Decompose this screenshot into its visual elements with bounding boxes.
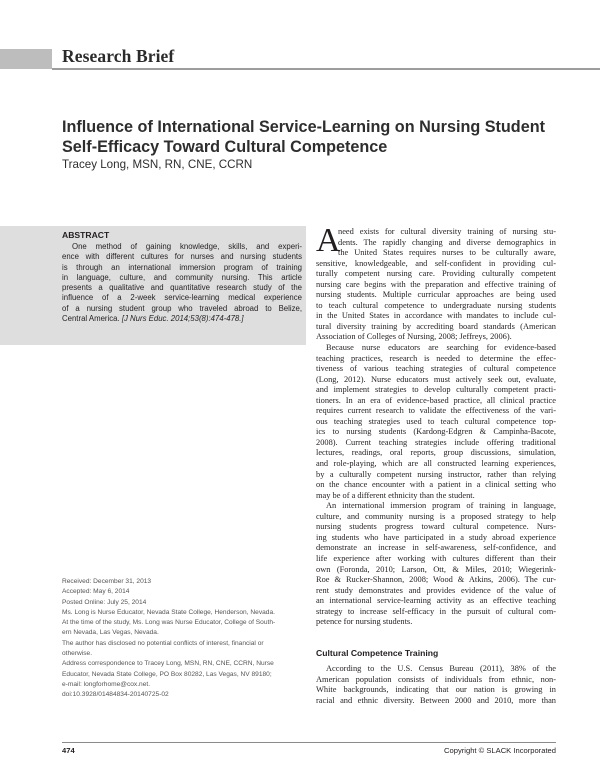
body-line: racial and ethnic diversity. Between 2000 and 2010, more than [316,695,556,705]
body-line: nursing students. Multiple curricular approaches are being used [316,290,556,300]
body-column [316,222,556,628]
abstract-line: is through an international immersion program of training [62,262,302,272]
title-line: Influence of International Service-Learning on Nursing Student [62,118,545,136]
body-line: (Long, 2012). Nurse educators must actively seek out, evaluate, [316,374,556,384]
body-line: An international immersion program of training in language, [326,501,556,511]
body-line: need exists for cultural diversity training of nursing stu- [338,227,556,236]
body-line: life experience after working with cultures different than their [316,553,556,563]
journal-citation: [J Nurs Educ. 2014;53(8):474-478.] [121,314,244,324]
body-line: demonstrate an increase in self-awareness, self-confidence, and [316,543,556,553]
body-line: petence for nursing students. [316,617,413,627]
body-line: sensitive, knowledgeable, and self-confident in providing cul- [316,258,556,268]
abstract-line: influence of a 2-week service-learning medical experience [62,293,302,303]
body-line: rent study demonstrates and provides evidence of the value of [316,585,556,595]
disclosure-line: The author has disclosed no potential conflicts of interest, financial or [62,639,264,647]
body-line: Because nurse educators are searching for evidence-based [326,343,556,353]
body-line: in the United States in accordance with mandates to include cul- [316,311,556,321]
accepted-date: Accepted: May 6, 2014 [62,588,130,596]
body-line: ous teaching strategies used to teach cultural competence top- [316,416,556,426]
posted-date: Posted Online: July 25, 2014 [62,598,147,606]
body-line: requires current research to validate the effectiveness of the vari- [316,406,556,416]
doi: doi:10.3928/01484834-20140725-02 [62,691,169,699]
abstract-line: in language, culture, and community nursing. This article [62,272,302,282]
author-bio-line: At the time of the study, Ms. Long was Nurse Educator, College of South- [62,619,276,627]
title-line: Self-Efficacy Toward Cultural Competence [62,138,388,156]
author-byline: Tracey Long, MSN, RN, CNE, CCRN [62,158,253,171]
received-date: Received: December 31, 2013 [62,578,152,585]
body-line: Association of Colleges of Nursing, 2008; Jeffreys, 2006). [316,332,512,342]
body-line: to teach cultural competence to undergraduate nursing students [316,300,556,310]
body-line: tioners. In an era of evidence-based practice, all clinical practice [316,395,556,405]
correspondence-line: Address correspondence to Tracey Long, MSN, RN, CNE, CCRN, Nurse [62,660,274,668]
abstract-line: presents a qualitative and quantitative research study of the [62,283,302,293]
body-line: on the chance encounter with a patient in a clinical setting who [316,480,556,490]
page-number: 474 [62,746,75,755]
body-line: culture, and community nursing is a proposed strategy to help [316,511,556,521]
body-line: lectures, readings, oral reports, group discussions, simulation, [316,448,556,458]
body-line: by a culturally competent nursing instructor, rather than relying [316,469,556,479]
body-line: tural diversity training by accrediting board standards (American [316,321,556,331]
body-line: nursing students progress toward cultural competence. Nurs- [316,522,556,532]
body-line: the United States requires nurses to be culturally aware, [338,248,556,258]
body-line: and implement strategies to develop culturally competent practi- [316,385,556,395]
body-line: Roe & Rucker-Shannon, 2008; Wood & Atkins, 2006). The cur- [316,575,556,585]
body-line: dents. The rapidly changing and diverse demographics in [338,237,556,247]
section-label: Research Brief [62,46,175,66]
body-line: 2008). Current teaching strategies include offering traditional [316,437,556,447]
section-heading: Cultural Competence Training [316,648,439,658]
footer-rule [62,742,556,743]
body-line: an international service-learning activity as an effective teaching [316,596,556,606]
article-metadata [62,577,306,701]
body-line: ics to nursing students (Kardong-Edgren & Campinha-Bacote, [316,427,556,437]
section-header [0,45,600,73]
body-line: strategy to increase self-efficacy in the pursuit of cultural com- [316,606,556,616]
body-line: American population consists of individuals from ethnic, non- [316,674,556,684]
abstract-line: of a nursing student group who traveled abroad to Belize, [62,303,302,313]
abstract-line: ence with different cultures for nurses and nursing students [62,252,302,262]
abstract-heading: ABSTRACT [62,230,110,240]
body-line: own (Foronda, 2010; Larson, Ott, & Miles, 2010; Wiegerink- [316,564,556,574]
correspondence-email: e-mail: longforhome@cox.net. [62,680,151,688]
article-title [62,117,562,157]
body-line: nursing care begins with the preparation and effective training of [316,279,556,289]
correspondence-line: Educator, Nevada State College, PO Box 80282, Las Vegas, NV 89180; [62,670,272,678]
abstract-last-line [62,314,302,324]
body-line: teaching practices, research is needed to determine the effec- [316,353,556,363]
header-tab-block [0,49,52,69]
body-column-continued [316,664,556,706]
copyright-notice: Copyright © SLACK Incorporated [444,746,556,755]
header-rule [52,68,600,70]
body-line: may be of a different ethnicity than the student. [316,490,475,500]
body-line: turally competent nursing care. Providing culturally competent [316,269,556,279]
body-line: ing students who have participated in a study abroad experience [316,532,556,542]
body-line: According to the U.S. Census Bureau (2011), 38% of the [326,664,556,673]
body-line: White backgrounds, indicating that our nation is growing in [316,685,556,695]
abstract-last-text: Central America. [62,314,122,324]
body-line: and role-playing, which are all constructed learning experiences, [316,459,556,469]
disclosure-line: otherwise. [62,650,93,658]
author-bio-line: ern Nevada, Las Vegas, Nevada. [62,629,159,637]
abstract-line: One method of gaining knowledge, skills, and experi- [72,242,302,251]
body-line: tiveness of various teaching strategies of cultural competence [316,364,556,374]
drop-cap: A [316,222,341,259]
author-bio-line: Ms. Long is Nurse Educator, Nevada State College, Henderson, Nevada. [62,608,275,616]
abstract-text [62,242,302,324]
